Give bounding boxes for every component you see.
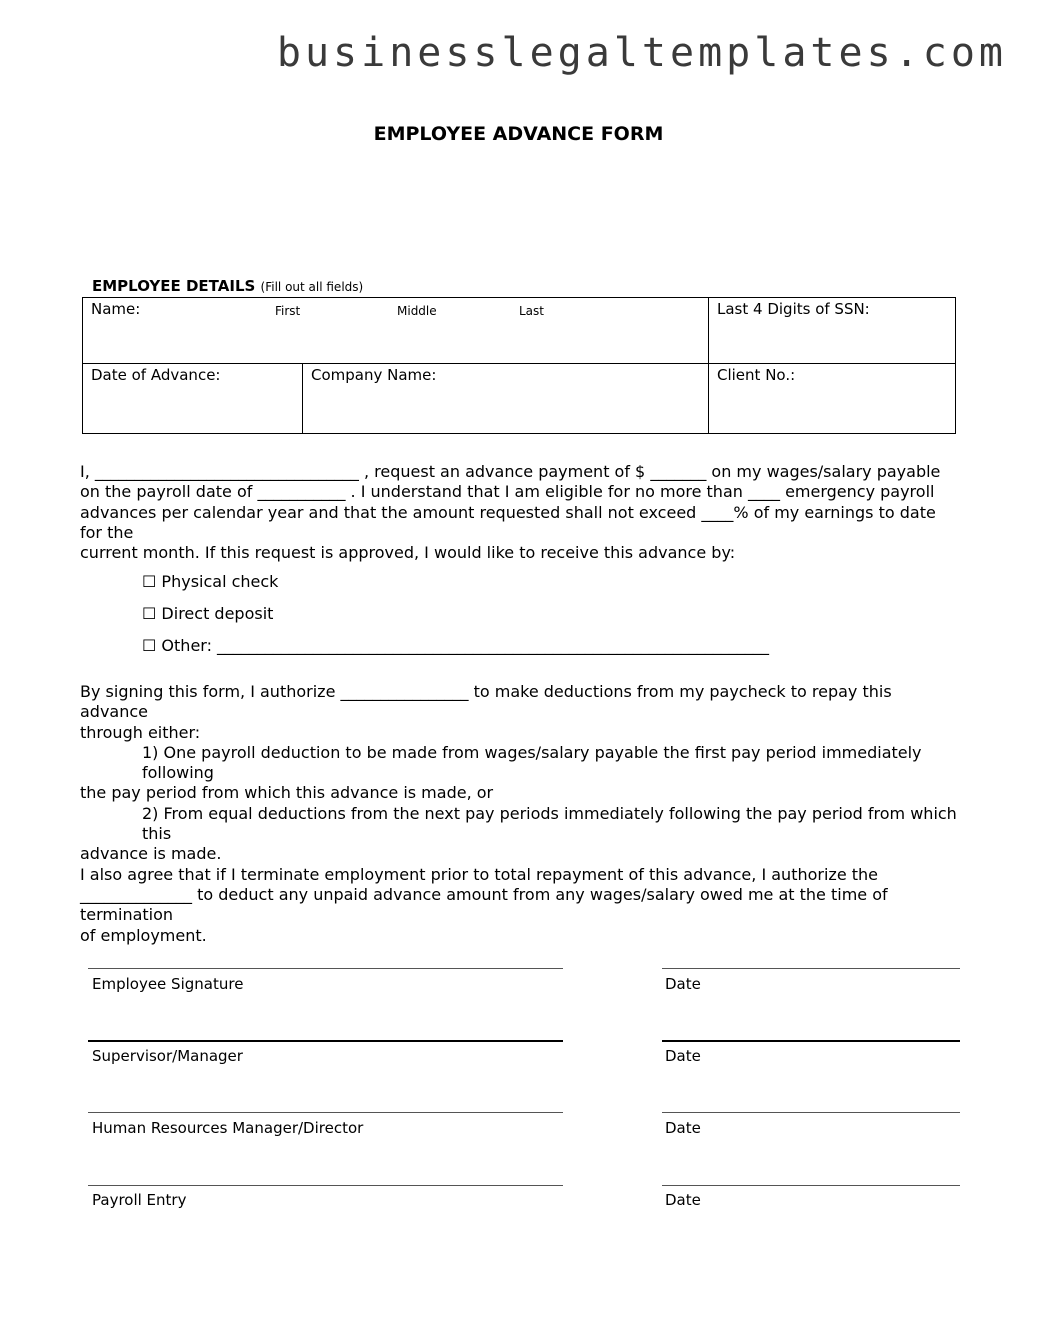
employee-date-line[interactable] — [662, 968, 960, 969]
fill-out-note: (Fill out all fields) — [260, 280, 364, 294]
authorization-line: I also agree that if I terminate employment prior to total repayment of this advance, I authorize the — [80, 864, 879, 884]
payroll-date-label: Date — [665, 1191, 701, 1209]
ssn-field[interactable] — [708, 297, 956, 364]
request-line: current month. If this request is approved, I would like to receive this advance by: — [80, 543, 736, 563]
middle-name-label: Middle — [397, 304, 437, 318]
employee-date-label: Date — [665, 975, 701, 993]
authorization-line: 2) From equal deductions from the next pay periods immediately following the pay period from which this — [142, 803, 957, 844]
client-no-field[interactable] — [708, 363, 956, 434]
authorization-paragraph — [80, 682, 960, 946]
employee-signature-label: Employee Signature — [92, 975, 244, 993]
form-title: EMPLOYEE ADVANCE FORM — [373, 123, 664, 145]
supervisor-date-label: Date — [665, 1047, 701, 1065]
date-of-advance-field[interactable] — [82, 363, 303, 434]
authorization-line: ______________ to deduct any unpaid advance amount from any wages/salary owed me at the time of termination — [80, 884, 888, 925]
name-field[interactable] — [82, 297, 709, 364]
request-line: advances per calendar year and that the amount requested shall not exceed ____% of my earnings to date for the — [80, 502, 936, 542]
payroll-date-line[interactable] — [662, 1185, 960, 1186]
authorization-line: By signing this form, I authorize ________________ to make deductions from my paycheck to repay this advance — [80, 682, 892, 722]
authorization-line: through either: — [80, 722, 201, 742]
authorization-line: 1) One payroll deduction to be made from wages/salary payable the first pay period immediately following — [142, 742, 922, 783]
hr-signature-label: Human Resources Manager/Director — [92, 1119, 364, 1137]
first-name-label: First — [275, 304, 301, 318]
request-line: on the payroll date of ___________ . I understand that I am eligible for no more than ____ emergency payroll — [80, 482, 935, 502]
client-no-label: Client No.: — [717, 366, 796, 384]
employee-details-heading-text: EMPLOYEE DETAILS — [92, 277, 256, 295]
authorization-line: advance is made. — [80, 844, 222, 864]
payroll-signature-line[interactable] — [88, 1185, 563, 1186]
authorization-line: of employment. — [80, 925, 207, 945]
direct-deposit-option[interactable]: ☐ Direct deposit — [142, 604, 274, 623]
company-name-field[interactable] — [302, 363, 709, 434]
supervisor-signature-line[interactable] — [88, 1040, 563, 1042]
date-of-advance-label: Date of Advance: — [91, 366, 221, 384]
hr-signature-line[interactable] — [88, 1112, 563, 1113]
request-line: I, _________________________________ , request an advance payment of $ _______ on my wages/salary payable — [80, 462, 941, 481]
hr-date-line[interactable] — [662, 1112, 960, 1113]
name-label: Name: — [91, 300, 141, 318]
ssn-label: Last 4 Digits of SSN: — [717, 300, 870, 318]
payroll-entry-label: Payroll Entry — [92, 1191, 187, 1209]
request-paragraph — [80, 462, 960, 563]
employee-signature-line[interactable] — [88, 968, 563, 969]
authorization-line: the pay period from which this advance is made, or — [80, 783, 494, 803]
company-name-label: Company Name: — [311, 366, 437, 384]
hr-date-label: Date — [665, 1119, 701, 1137]
supervisor-signature-label: Supervisor/Manager — [92, 1047, 243, 1065]
last-name-label: Last — [519, 304, 544, 318]
physical-check-option[interactable]: ☐ Physical check — [142, 572, 279, 591]
watermark: businesslegaltemplates.com — [276, 30, 1007, 76]
employee-details-heading — [92, 277, 363, 295]
supervisor-date-line[interactable] — [662, 1040, 960, 1042]
other-option[interactable]: ☐ Other: _____________________________________________________________________ — [142, 636, 770, 655]
